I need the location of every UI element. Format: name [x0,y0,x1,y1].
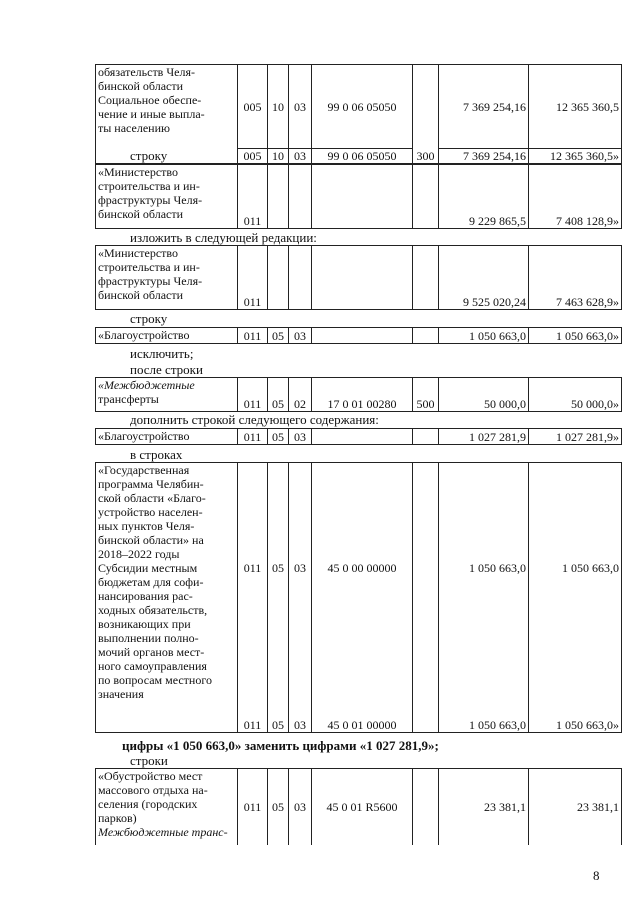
table-fragment-4 [95,327,622,344]
vr-code: 500 [413,378,439,412]
pr-code: 03 [289,149,312,164]
sum-2019: 7 369 254,16 [439,149,529,164]
sum-2020: 12 365 360,5» [529,149,622,164]
instruction-text: строки [130,753,168,768]
instruction-text: дополнить строкой следующего содержания: [130,412,379,427]
row-name: «Межбюджетные трансферты [96,378,238,412]
pr-code: 03 [289,769,312,845]
sum-2020: 1 050 663,0» [529,328,622,344]
row-name: обязательств Челя- бинской области Социальное обеспе- чение и иные выпла- ты населению [96,65,238,164]
pr-code: 03 [289,328,312,344]
sum-2020: 1 050 663,0 1 050 663,0» [529,463,622,733]
page-number: 8 [593,868,600,883]
ved-code: 011 [238,378,268,412]
instruction-text: цифры «1 050 663,0» заменить цифрами «1 027 281,9»; [122,738,439,753]
ved-code: 011 [238,328,268,344]
row-name: «Обустройство мест массового отдыха на- селения (городских парков) Межбюджетные транс- [96,769,238,845]
sum-2019: 1 027 281,9 [439,429,529,445]
ved-code: 011 [238,429,268,445]
pr-code: 02 [289,378,312,412]
ved-code: 005 [238,149,268,164]
ved-code: 011 [238,246,268,310]
table-fragment-8 [95,768,622,845]
row-name: «Благоустройство [96,328,238,344]
sum-2020: 50 000,0» [529,378,622,412]
sum-2020: 23 381,1 [529,769,622,845]
table-fragment-2 [95,164,622,229]
sum-2020: 12 365 360,5 [529,65,622,149]
ved-code: 005 [238,65,268,149]
sum-2019: 9 229 865,5 [439,165,529,229]
csr-code: 99 0 06 05050 [312,149,413,164]
table-fragment-5 [95,377,622,412]
instruction-text: строку [130,311,168,326]
sum-2019: 50 000,0 [439,378,529,412]
csr-code: 17 0 01 00280 [312,378,413,412]
sum-2019: 7 369 254,16 [439,65,529,149]
rz-code: 10 [268,65,289,149]
sum-2020: 7 408 128,9» [529,165,622,229]
sum-2019: 1 050 663,0 [439,328,529,344]
rz-code: 10 [268,149,289,164]
ved-codes: 011 011 [238,463,268,733]
ved-code: 011 [238,165,268,229]
vr-code: 300 [413,65,439,164]
ved-code: 011 [238,769,268,845]
instruction-text: в строках [130,447,183,462]
rz-code: 05 [268,429,289,445]
table-fragment-7 [95,462,622,733]
rz-code: 05 [268,378,289,412]
row-name: «Благоустройство [96,429,238,445]
sum-2019: 9 525 020,24 [439,246,529,310]
row-name: «Государственная программа Челябин- ской области «Благо- устройство населен- ных пунктов Челя- бинской области» на 2018–2022 годы Субсидии местным бюджетам для софи- нансирования рас- ходных обязательств, возникающих при выполнении полно- мочий органов мест- ного самоуправления по вопросам местного значения [96,463,238,733]
rz-code: 05 [268,769,289,845]
sum-2019: 1 050 663,0 1 050 663,0 [439,463,529,733]
csr-code: 45 0 01 R5600 [312,769,413,845]
table-fragment-1 [95,64,622,164]
rz-code: 05 [268,328,289,344]
instruction-text: строку [130,148,168,163]
pr-codes: 03 03 [289,463,312,733]
table-fragment-3 [95,245,622,310]
row-name: «Министерство строительства и ин- фраструктуры Челя- бинской области [96,165,238,229]
csr-codes: 45 0 00 00000 45 0 01 00000 [312,463,413,733]
sum-2020: 1 027 281,9» [529,429,622,445]
instruction-text: исключить; [130,346,194,361]
table-fragment-6 [95,428,622,445]
pr-code: 03 [289,65,312,149]
sum-2020: 7 463 628,9» [529,246,622,310]
instruction-text: изложить в следующей редакции: [130,230,317,245]
rz-codes: 05 05 [268,463,289,733]
instruction-text: после строки [130,362,203,377]
pr-code: 03 [289,429,312,445]
row-name: «Министерство строительства и ин- фраструктуры Челя- бинской области [96,246,238,310]
csr-code: 99 0 06 05050 [312,65,413,149]
sum-2019: 23 381,1 [439,769,529,845]
